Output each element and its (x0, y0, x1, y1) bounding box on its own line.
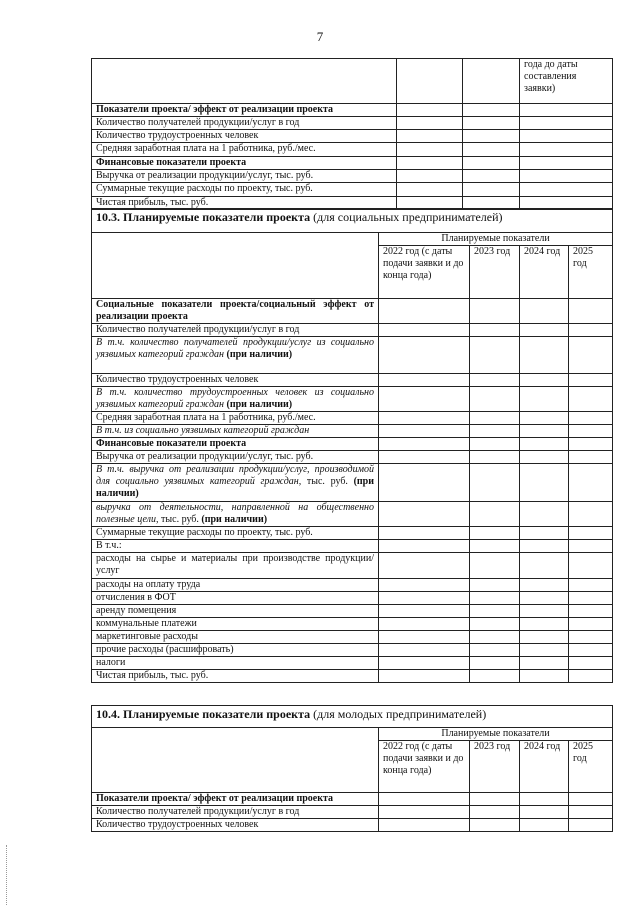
social-entrepreneur-table (91, 208, 613, 683)
table-cell (470, 579, 520, 592)
table-cell (379, 592, 470, 605)
table-cell (470, 324, 520, 337)
table-row-label: Средняя заработная плата на 1 работника, руб./мес. (92, 143, 397, 157)
table-cell (569, 527, 613, 540)
table-cell (463, 170, 520, 183)
table-cell (379, 540, 470, 553)
table-cell (379, 819, 470, 832)
col-2024: 2024 год (520, 741, 569, 793)
table-cell (379, 438, 470, 451)
table-row-label: Количество трудоустроенных человек (92, 819, 379, 832)
table-cell (470, 374, 520, 387)
table-row-label: В т.ч. из социально уязвимых категорий граждан (92, 425, 379, 438)
table-cell (470, 618, 520, 631)
table-row-label: прочие расходы (расшифровать) (92, 644, 379, 657)
table-cell (470, 387, 520, 412)
table-cell (470, 631, 520, 644)
table-cell (379, 387, 470, 412)
table-cell (569, 412, 613, 425)
table-row-label: аренду помещения (92, 605, 379, 618)
table-cell (463, 157, 520, 170)
table-cell (470, 553, 520, 579)
table-cell (397, 104, 463, 117)
table-cell (520, 170, 613, 183)
table-cell (569, 670, 613, 683)
table-cell (470, 592, 520, 605)
table-cell (569, 592, 613, 605)
scan-edge-mark (6, 845, 9, 905)
table-cell (520, 451, 569, 464)
table-cell (569, 819, 613, 832)
table-cell (470, 806, 520, 819)
col-2022: 2022 год (с даты подачи заявки и до конца года) (379, 246, 470, 299)
table-cell (569, 793, 613, 806)
table-cell (569, 502, 613, 527)
table-row-label: В т.ч. выручка от реализации продукции/услуг, производимой для социально уязвимых категорий граждан, тыс. руб. (при наличии) (92, 464, 379, 502)
table-cell (379, 553, 470, 579)
table-cell (569, 618, 613, 631)
table-cell (520, 425, 569, 438)
table-row-label: Количество получателей продукции/услуг в год (92, 806, 379, 819)
table-cell (520, 157, 613, 170)
table-cell (520, 631, 569, 644)
table-cell (520, 540, 569, 553)
table-cell (520, 412, 569, 425)
table-cell (470, 438, 520, 451)
table-cell (520, 387, 569, 412)
header-cell-date: года до даты составления заявки) (520, 59, 613, 104)
planned-indicators-header: Планируемые показатели (379, 728, 613, 741)
table-row-label: Суммарные текущие расходы по проекту, тыс. руб. (92, 527, 379, 540)
table-cell (397, 183, 463, 197)
page-number: 7 (316, 29, 324, 44)
table-cell (470, 502, 520, 527)
table-row-label: Финансовые показатели проекта (92, 157, 397, 170)
table-cell (520, 143, 613, 157)
table-cell (379, 374, 470, 387)
table-cell (379, 657, 470, 670)
table-row-label: Количество получателей продукции/услуг в год (92, 117, 397, 130)
col-2023: 2023 год (470, 246, 520, 299)
table-cell (379, 644, 470, 657)
table-cell (379, 412, 470, 425)
table-cell (92, 233, 379, 299)
table-cell (520, 337, 569, 374)
table-cell (520, 502, 569, 527)
table-cell (569, 374, 613, 387)
header-cell-empty (92, 59, 397, 104)
table-row-label: маркетинговые расходы (92, 631, 379, 644)
table-row-label: Показатели проекта/ эффект от реализации проекта (92, 793, 379, 806)
table-cell (470, 412, 520, 425)
table-cell (569, 806, 613, 819)
table-cell (520, 104, 613, 117)
table-row-label: выручка от деятельности, направленной на общественно полезные цели, тыс. руб. (при наличии) (92, 502, 379, 527)
table-cell (463, 183, 520, 197)
table-row-label: В т.ч. количество трудоустроенных человек из социально уязвимых категорий граждан (при наличии) (92, 387, 379, 412)
col-2025: 2025 год (569, 741, 613, 793)
table-row-label: В т.ч. количество получателей продукции/услуг из социально уязвимых категорий граждан (при наличии) (92, 337, 379, 374)
table-cell (379, 527, 470, 540)
table-cell (470, 657, 520, 670)
table-cell (470, 464, 520, 502)
table-cell (569, 644, 613, 657)
table-row-label: Суммарные текущие расходы по проекту, тыс. руб. (92, 183, 397, 197)
table-cell (379, 670, 470, 683)
table-cell (379, 502, 470, 527)
table-cell (397, 143, 463, 157)
table-cell (520, 464, 569, 502)
table-cell (379, 299, 470, 324)
table-cell (470, 793, 520, 806)
col-2023: 2023 год (470, 741, 520, 793)
table-row-label: В т.ч.: (92, 540, 379, 553)
table-cell (379, 605, 470, 618)
table-row-label: коммунальные платежи (92, 618, 379, 631)
table-cell (520, 644, 569, 657)
table-cell (520, 605, 569, 618)
table-cell (520, 657, 569, 670)
table-cell (379, 425, 470, 438)
table-cell (520, 130, 613, 143)
table-cell (520, 670, 569, 683)
table-cell (569, 553, 613, 579)
table-cell (569, 579, 613, 592)
table-cell (569, 540, 613, 553)
table-cell (520, 183, 613, 197)
table-cell (379, 793, 470, 806)
table-cell (520, 527, 569, 540)
table-cell (569, 464, 613, 502)
table-cell (379, 451, 470, 464)
table-cell (379, 579, 470, 592)
table-cell (569, 605, 613, 618)
table-cell (520, 793, 569, 806)
table-cell (379, 618, 470, 631)
table-cell (470, 337, 520, 374)
table-cell (470, 540, 520, 553)
table-row-label: Выручка от реализации продукции/услуг, тыс. руб. (92, 170, 397, 183)
table-cell (470, 451, 520, 464)
table-cell (520, 592, 569, 605)
table-cell (470, 670, 520, 683)
table-cell (520, 374, 569, 387)
table-cell (569, 451, 613, 464)
table-cell (520, 553, 569, 579)
section-title: 10.4. Планируемые показатели проекта (для молодых предпринимателей) (92, 706, 613, 728)
table-cell (379, 337, 470, 374)
header-cell-empty (397, 59, 463, 104)
col-2025: 2025 год (569, 246, 613, 299)
project-indicators-table (91, 58, 613, 210)
table-cell (397, 157, 463, 170)
table-cell (569, 657, 613, 670)
table-row-label: Социальные показатели проекта/социальный эффект от реализации проекта (92, 299, 379, 324)
table-cell (520, 819, 569, 832)
table-row-label: Выручка от реализации продукции/услуг, тыс. руб. (92, 451, 379, 464)
table-cell (379, 631, 470, 644)
table-cell (470, 644, 520, 657)
header-cell-empty (463, 59, 520, 104)
col-2024: 2024 год (520, 246, 569, 299)
table-cell (463, 104, 520, 117)
table-row-label: Количество трудоустроенных человек (92, 130, 397, 143)
table-cell (379, 806, 470, 819)
table-cell (569, 299, 613, 324)
table-cell (397, 170, 463, 183)
table-row-label: Чистая прибыль, тыс. руб. (92, 670, 379, 683)
section-title: 10.3. Планируемые показатели проекта (для социальных предпринимателей) (92, 209, 613, 233)
table-cell (463, 117, 520, 130)
table-row-label: Средняя заработная плата на 1 работника, руб./мес. (92, 412, 379, 425)
table-cell (569, 425, 613, 438)
table-cell (569, 631, 613, 644)
young-entrepreneur-table (91, 705, 613, 832)
table-cell (470, 605, 520, 618)
table-cell (520, 618, 569, 631)
table-row-label: налоги (92, 657, 379, 670)
table-cell (569, 324, 613, 337)
table-cell (520, 117, 613, 130)
table-row-label: Показатели проекта/ эффект от реализации проекта (92, 104, 397, 117)
table-cell (569, 387, 613, 412)
table-cell (569, 337, 613, 374)
table-cell (92, 728, 379, 793)
table-row-label: Количество получателей продукции/услуг в год (92, 324, 379, 337)
table-cell (470, 425, 520, 438)
table-row-label: отчисления в ФОТ (92, 592, 379, 605)
table-cell (470, 299, 520, 324)
table-cell (470, 527, 520, 540)
table-cell (520, 299, 569, 324)
table-cell (397, 117, 463, 130)
table-cell (520, 579, 569, 592)
table-row-label: расходы на оплату труда (92, 579, 379, 592)
table-cell (520, 324, 569, 337)
table-cell (397, 130, 463, 143)
table-cell (463, 130, 520, 143)
table-row-label: Количество трудоустроенных человек (92, 374, 379, 387)
col-2022: 2022 год (с даты подачи заявки и до конца года) (379, 741, 470, 793)
planned-indicators-header: Планируемые показатели (379, 233, 613, 246)
table-row-label: Чистая прибыль, тыс. руб. (92, 197, 397, 210)
table-cell (520, 806, 569, 819)
table-row-label: расходы на сырье и материалы при производстве продукции/услуг (92, 553, 379, 579)
table-cell (463, 143, 520, 157)
table-cell (379, 464, 470, 502)
table-cell (379, 324, 470, 337)
table-cell (569, 438, 613, 451)
table-cell (520, 438, 569, 451)
table-row-label: Финансовые показатели проекта (92, 438, 379, 451)
table-cell (470, 819, 520, 832)
